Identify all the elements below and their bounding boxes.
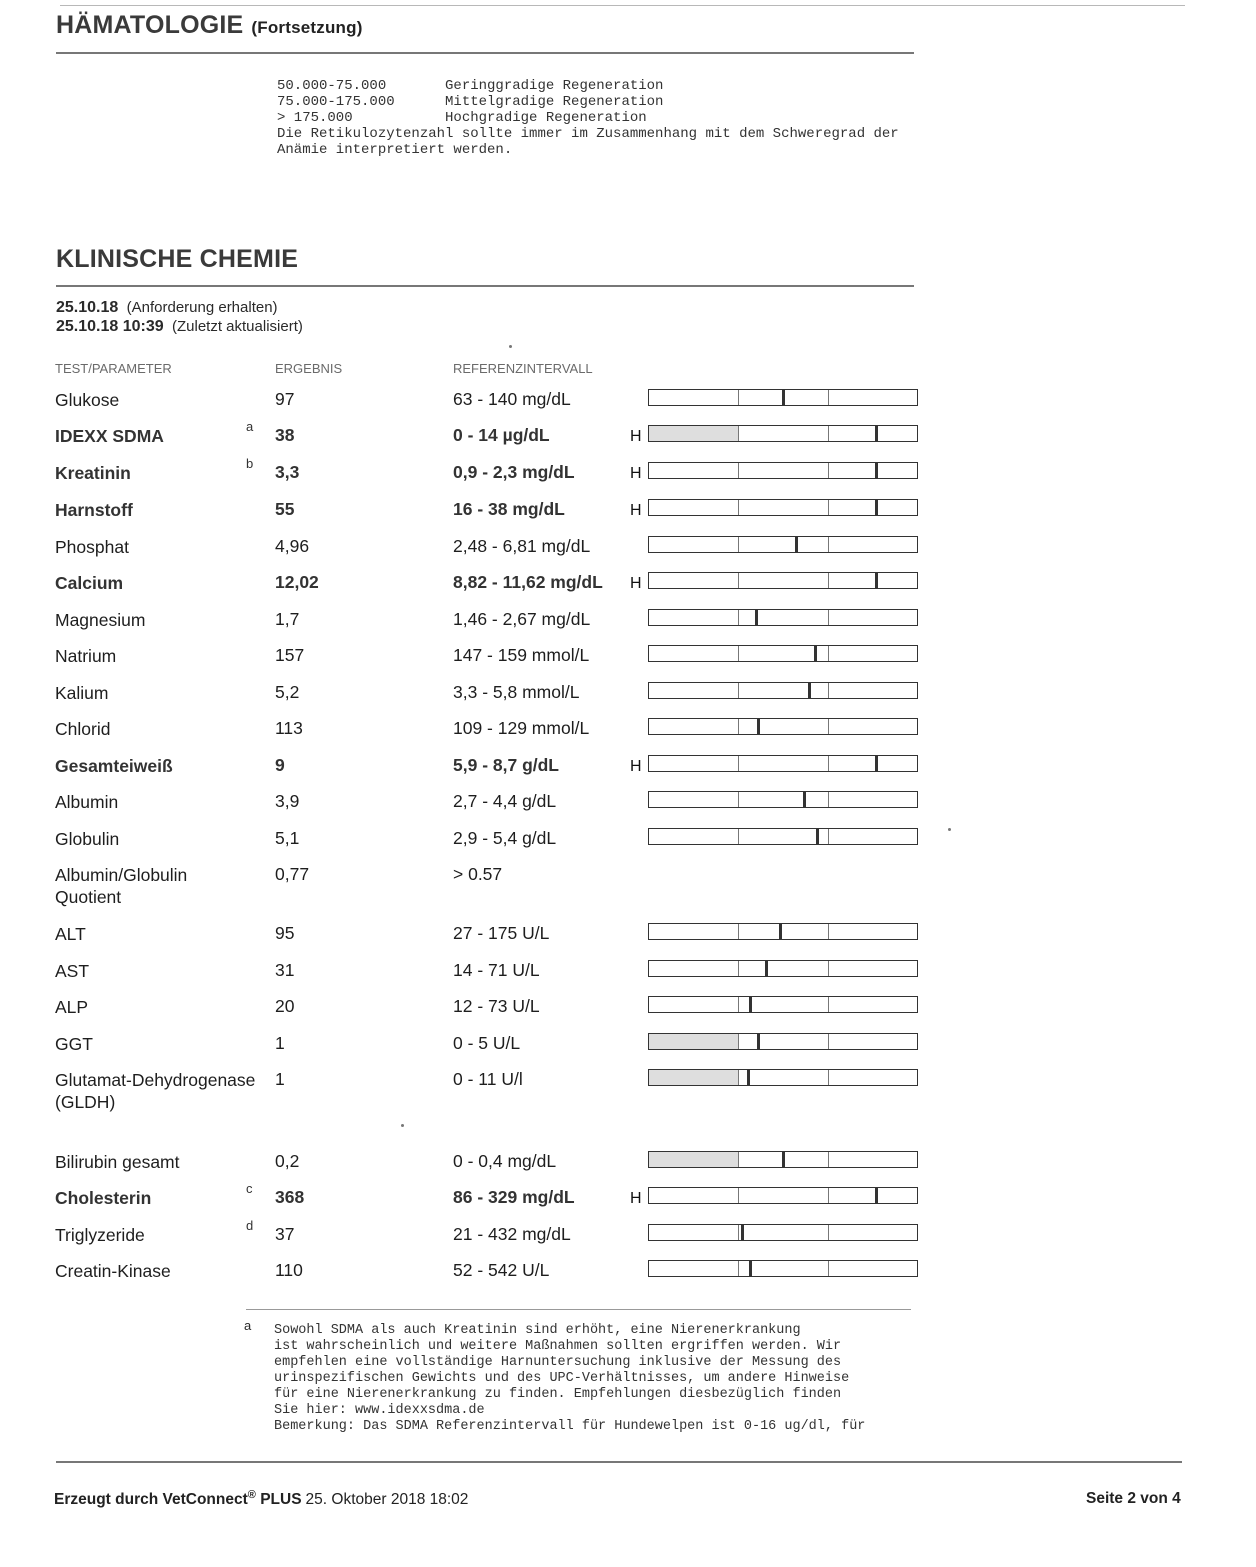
range-bar: [648, 536, 918, 553]
range-bar-divider: [738, 610, 739, 625]
table-row: [0, 1181, 1256, 1223]
range-bar: [648, 609, 918, 626]
range-bar: [648, 791, 918, 808]
parameter-name: Natrium: [55, 646, 117, 666]
result-value: 3,3: [275, 462, 300, 482]
range-bar-divider: [828, 997, 829, 1012]
range-bar-divider: [828, 1152, 829, 1167]
result-value: 97: [275, 389, 295, 409]
range-bar-divider: [738, 426, 739, 441]
range-bar-divider: [828, 610, 829, 625]
result-marker: [875, 756, 878, 771]
result-value: 110: [275, 1260, 303, 1280]
reference-interval: 0 - 0,4 mg/dL: [453, 1151, 557, 1171]
range-bar: [648, 718, 918, 735]
range-bar: [648, 828, 918, 845]
range-bar-divider: [828, 1070, 829, 1085]
table-row: [0, 419, 1256, 461]
result-marker: [749, 1261, 752, 1276]
result-marker: [795, 537, 798, 552]
reference-interval: 27 - 175 U/L: [453, 923, 550, 943]
result-marker: [808, 683, 811, 698]
result-marker: [755, 610, 758, 625]
range-bar: [648, 499, 918, 516]
scan-speck: [509, 345, 512, 348]
parameter-name: ALP: [55, 997, 89, 1017]
footer-plus: PLUS: [260, 1491, 302, 1509]
range-bar-divider: [738, 683, 739, 698]
parameter-name: Harnstoff: [55, 500, 133, 520]
range-bar-divider: [738, 573, 739, 588]
range-bar-low-zone: [649, 426, 738, 441]
range-bar-divider: [828, 683, 829, 698]
parameter-name: Albumin/Globulin Quotient: [55, 865, 188, 907]
range-bar-divider: [828, 829, 829, 844]
column-header-parameter: TEST/PARAMETER: [55, 361, 172, 376]
parameter-name: Creatin-Kinase: [55, 1261, 171, 1281]
range-bar: [648, 462, 918, 479]
range-bar-divider: [738, 792, 739, 807]
range-bar-divider: [828, 719, 829, 734]
footnote-marker: c: [246, 1181, 253, 1196]
range-bar-divider: [738, 390, 739, 405]
range-bar: [648, 923, 918, 940]
reference-interval: 5,9 - 8,7 g/dL: [453, 755, 559, 775]
range-bar: [648, 960, 918, 977]
result-marker: [782, 390, 785, 405]
range-bar-divider: [738, 1261, 739, 1276]
result-value: 20: [275, 996, 295, 1016]
parameter-name: Magnesium: [55, 610, 146, 630]
range-bar-divider: [828, 1261, 829, 1276]
result-value: 55: [275, 499, 295, 519]
parameter-name: Glutamat-Dehydrogenase (GLDH): [55, 1070, 256, 1112]
range-bar: [648, 389, 918, 406]
range-bar: [648, 1224, 918, 1241]
result-marker: [875, 500, 878, 515]
range-bar-divider: [738, 924, 739, 939]
footer-rule: [56, 1461, 1182, 1463]
scan-speck: [401, 1124, 404, 1127]
table-row: [0, 456, 1256, 498]
table-row: [0, 718, 1256, 754]
range-bar-divider: [828, 426, 829, 441]
parameter-name: Kalium: [55, 683, 109, 703]
high-flag: H: [630, 758, 642, 775]
table-row: [0, 1260, 1256, 1296]
result-marker: [779, 924, 782, 939]
text-line: Sowohl SDMA als auch Kreatinin sind erhöht, eine Nierenerkrankung: [274, 1323, 801, 1338]
range-bar-low-zone: [649, 1152, 738, 1167]
parameter-name: Bilirubin gesamt: [55, 1152, 180, 1172]
result-value: 12,02: [275, 572, 319, 592]
table-row: [0, 572, 1256, 608]
result-marker: [765, 961, 768, 976]
scan-speck: [948, 828, 951, 831]
table-row: [0, 389, 1256, 425]
result-value: 0,2: [275, 1151, 300, 1171]
high-flag: H: [630, 465, 642, 482]
result-value: 9: [275, 755, 285, 775]
result-value: 1: [275, 1069, 285, 1089]
range-bar: [648, 996, 918, 1013]
parameter-name: Gesamteiweiß: [55, 756, 173, 776]
column-header-reference: REFERENZINTERVALL: [453, 361, 593, 376]
reference-interval: 2,7 - 4,4 g/dL: [453, 791, 557, 811]
updated-date: 25.10.18 10:39: [56, 318, 164, 335]
result-value: 37: [275, 1224, 295, 1244]
footer-datetime: 25. Oktober 2018 18:02: [305, 1491, 469, 1509]
range-bar-divider: [828, 573, 829, 588]
high-flag: H: [630, 575, 642, 592]
range-bar: [648, 1260, 918, 1277]
registered-mark: ®: [247, 1489, 256, 1501]
reference-interval: 14 - 71 U/L: [453, 960, 540, 980]
result-value: 157: [275, 645, 305, 665]
range-bar-divider: [738, 961, 739, 976]
parameter-name: Albumin: [55, 792, 119, 812]
parameter-name: Triglyzeride: [55, 1225, 145, 1245]
footer-generated: [54, 1489, 468, 1509]
reference-interval: 2,48 - 6,81 mg/dL: [453, 536, 591, 556]
table-row: [0, 960, 1256, 996]
table-row: [0, 791, 1256, 827]
range-bar-divider: [828, 924, 829, 939]
footer-generated-text: Erzeugt durch VetConnect: [54, 1491, 248, 1509]
result-marker: [757, 719, 760, 734]
range-bar-divider: [738, 500, 739, 515]
range-bar-divider: [828, 961, 829, 976]
result-marker: [875, 463, 878, 478]
parameter-name: AST: [55, 961, 90, 981]
footnote-marker: b: [246, 456, 254, 471]
section-subtitle: (Fortsetzung): [251, 18, 363, 37]
section-title-klinische-chemie: [56, 245, 298, 274]
result-value: 1,7: [275, 609, 300, 629]
range-bar: [648, 1187, 918, 1204]
text-line: Bemerkung: Das SDMA Referenzintervall für Hundewelpen ist 0-16 ug/dl, für: [274, 1419, 866, 1434]
table-row: [0, 499, 1256, 535]
received-date: 25.10.18: [56, 299, 119, 316]
reference-interval: > 0.57: [453, 864, 503, 884]
reference-interval: 52 - 542 U/L: [453, 1260, 550, 1280]
range-bar: [648, 1033, 918, 1050]
text-line: Anämie interpretiert werden.: [277, 142, 513, 158]
range-bar-divider: [738, 1188, 739, 1203]
range-bar: [648, 425, 918, 442]
result-marker: [875, 426, 878, 441]
range-bar-divider: [738, 829, 739, 844]
table-row: [0, 1218, 1256, 1260]
range-bar-divider: [828, 463, 829, 478]
range-bar: [648, 645, 918, 662]
reticulocyte-interpretation: [277, 78, 899, 158]
report-dates: [56, 298, 303, 336]
result-value: 38: [275, 425, 295, 445]
range-bar-divider: [738, 1225, 739, 1240]
parameter-name: Kreatinin: [55, 463, 131, 483]
result-marker: [757, 1034, 760, 1049]
updated-label: (Zuletzt aktualisiert): [172, 318, 303, 335]
range-bar-divider: [828, 500, 829, 515]
reference-interval: 109 - 129 mmol/L: [453, 718, 590, 738]
received-line: [56, 298, 303, 317]
footnote-rule: [246, 1309, 911, 1310]
text-line: urinspezifischen Gewichts und des UPC-Verhältnisses, um andere Hinweise: [274, 1371, 850, 1386]
range-bar-divider: [738, 719, 739, 734]
section-rule: [56, 285, 914, 287]
result-marker: [782, 1152, 785, 1167]
high-flag: H: [630, 1190, 642, 1207]
footnote-text: [274, 1323, 865, 1435]
high-flag: H: [630, 502, 642, 519]
result-marker: [803, 792, 806, 807]
page-number: Seite 2 von 4: [1086, 1490, 1181, 1507]
table-row: [0, 1033, 1256, 1069]
result-value: 3,9: [275, 791, 300, 811]
range-bar-low-zone: [649, 1034, 738, 1049]
result-value: 0,77: [275, 864, 310, 884]
table-row: [0, 682, 1256, 718]
reference-interval: 21 - 432 mg/dL: [453, 1224, 571, 1244]
result-marker: [747, 1070, 750, 1085]
result-value: 5,2: [275, 682, 300, 702]
section-title-text: HÄMATOLOGIE: [56, 11, 244, 39]
range-bar-divider: [828, 1188, 829, 1203]
table-row: [0, 996, 1256, 1032]
range-bar-divider: [738, 1070, 739, 1085]
reference-interval: 147 - 159 mmol/L: [453, 645, 590, 665]
range-bar-divider: [738, 756, 739, 771]
reference-interval: 12 - 73 U/L: [453, 996, 540, 1016]
reference-interval: 86 - 329 mg/dL: [453, 1187, 575, 1207]
range-bar-divider: [828, 792, 829, 807]
range-bar-divider: [828, 1225, 829, 1240]
text-line: ist wahrscheinlich und weitere Maßnahmen sollten ergriffen werden. Wir: [274, 1339, 842, 1354]
result-value: 4,96: [275, 536, 310, 556]
range-bar-divider: [738, 537, 739, 552]
column-header-result: ERGEBNIS: [275, 361, 343, 376]
text-line: Sie hier: www.idexxsdma.de: [274, 1403, 485, 1418]
result-value: 368: [275, 1187, 305, 1207]
reference-interval: 0 - 14 µg/dL: [453, 425, 550, 445]
received-label: (Anforderung erhalten): [126, 299, 278, 316]
reference-interval: 8,82 - 11,62 mg/dL: [453, 572, 603, 592]
updated-line: [56, 317, 303, 336]
reference-interval: 0,9 - 2,3 mg/dL: [453, 462, 575, 482]
text-line: 75.000-175.000 Mittelgradige Regeneration: [277, 94, 664, 110]
table-row: [0, 536, 1256, 572]
result-marker: [816, 829, 819, 844]
range-bar-divider: [738, 997, 739, 1012]
reference-interval: 2,9 - 5,4 g/dL: [453, 828, 557, 848]
text-line: für eine Nierenerkrankung zu finden. Empfehlungen diesbezüglich finden: [274, 1387, 842, 1402]
table-row: [0, 1151, 1256, 1187]
parameter-name: Phosphat: [55, 537, 129, 557]
range-bar-low-zone: [649, 1070, 738, 1085]
text-line: Die Retikulozytenzahl sollte immer im Zusammenhang mit dem Schweregrad der: [277, 126, 899, 142]
range-bar-divider: [738, 1034, 739, 1049]
footnote-marker: a: [246, 419, 254, 434]
top-border-line: [60, 5, 1185, 6]
result-value: 5,1: [275, 828, 300, 848]
table-row: [0, 864, 1256, 907]
result-value: 1: [275, 1033, 285, 1053]
reference-interval: 0 - 11 U/l: [453, 1069, 523, 1089]
result-marker: [875, 1188, 878, 1203]
table-row: [0, 923, 1256, 959]
range-bar-divider: [828, 646, 829, 661]
result-value: 95: [275, 923, 295, 943]
range-bar-divider: [738, 1152, 739, 1167]
result-marker: [749, 997, 752, 1012]
reference-interval: 16 - 38 mg/dL: [453, 499, 565, 519]
range-bar: [648, 1151, 918, 1168]
section-title-haematologie: [56, 11, 363, 40]
reference-interval: 3,3 - 5,8 mmol/L: [453, 682, 580, 702]
table-row: [0, 609, 1256, 645]
footnote-letter: a: [244, 1318, 252, 1333]
range-bar-divider: [828, 390, 829, 405]
range-bar: [648, 682, 918, 699]
reference-interval: 0 - 5 U/L: [453, 1033, 521, 1053]
range-bar-divider: [828, 756, 829, 771]
table-row: [0, 1069, 1256, 1112]
result-value: 113: [275, 718, 303, 738]
result-marker: [741, 1225, 744, 1240]
text-line: 50.000-75.000 Geringgradige Regeneration: [277, 78, 664, 94]
table-row: [0, 645, 1256, 681]
parameter-name: Chlorid: [55, 719, 111, 739]
high-flag: H: [630, 428, 642, 445]
range-bar: [648, 1069, 918, 1086]
parameter-name: IDEXX SDMA: [55, 426, 164, 446]
table-row: [0, 828, 1256, 864]
parameter-name: Calcium: [55, 573, 124, 593]
range-bar: [648, 755, 918, 772]
section-title-text: KLINISCHE CHEMIE: [56, 245, 299, 273]
result-value: 31: [275, 960, 295, 980]
footnote-marker: d: [246, 1218, 254, 1233]
range-bar: [648, 572, 918, 589]
range-bar-divider: [738, 646, 739, 661]
parameter-name: Glukose: [55, 390, 120, 410]
table-row: [0, 755, 1256, 791]
text-line: empfehlen eine vollständige Harnuntersuchung inklusive der Messung des: [274, 1355, 842, 1370]
section-rule: [56, 52, 914, 54]
text-line: > 175.000 Hochgradige Regeneration: [277, 110, 647, 126]
range-bar-divider: [738, 463, 739, 478]
parameter-name: ALT: [55, 924, 86, 944]
result-marker: [875, 573, 878, 588]
range-bar-divider: [828, 1034, 829, 1049]
range-bar-divider: [828, 537, 829, 552]
parameter-name: Cholesterin: [55, 1188, 152, 1208]
reference-interval: 63 - 140 mg/dL: [453, 389, 571, 409]
reference-interval: 1,46 - 2,67 mg/dL: [453, 609, 591, 629]
result-marker: [814, 646, 817, 661]
parameter-name: GGT: [55, 1034, 93, 1054]
parameter-name: Globulin: [55, 829, 120, 849]
